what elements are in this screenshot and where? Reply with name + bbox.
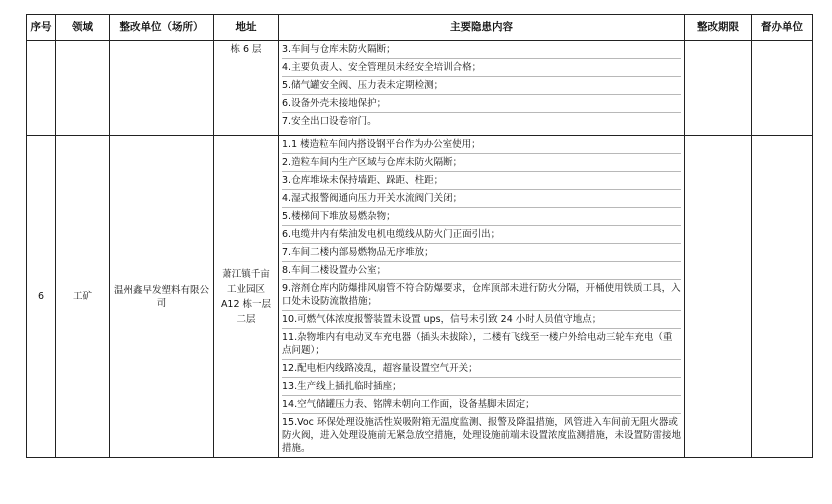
hazard-item: 4.湿式报警阀通向压力开关水流阀门关闭； (282, 190, 681, 208)
hazard-list (279, 41, 685, 136)
hazard-item: 9.溶剂仓库内防爆排风扇管不符合防爆要求，仓库顶部未进行防火分隔，开桶使用铁质工具，入口处未设防流散措施； (282, 280, 681, 311)
deadline-cell (685, 41, 752, 136)
serial-cell (27, 41, 56, 136)
table-row (27, 41, 813, 136)
header-hazards: 主要隐患内容 (279, 15, 685, 41)
hazard-item: 6.设备外壳未接地保护； (282, 95, 681, 113)
supervisor-cell (752, 41, 813, 136)
address-text: 栋 6 层 (230, 44, 262, 55)
hazard-item: 6.电缆井内有柴油发电机电缆线从防火门正面引出； (282, 226, 681, 244)
hazard-item: 13.生产线上插扎临时插座； (282, 378, 681, 396)
header-supervisor: 督办单位 (752, 15, 813, 41)
hazard-list (279, 136, 685, 458)
supervisor-cell (752, 136, 813, 458)
header-address: 地址 (214, 15, 279, 41)
unit-cell (110, 41, 214, 136)
hazard-item: 7.车间二楼内部易燃物品无序堆放； (282, 244, 681, 262)
address-cell (214, 41, 279, 136)
hazard-table (26, 14, 813, 458)
serial-cell: 6 (27, 136, 56, 458)
hazard-item: 7.安全出口设卷帘门。 (282, 116, 377, 127)
hazard-item: 10.可燃气体浓度报警装置未设置 ups，信号未引致 24 小时人员值守地点； (282, 311, 681, 329)
hazard-item: 14.空气储罐压力表、铭牌未朝向工作面，设备基脚未固定； (282, 396, 681, 414)
hazard-item: 3.仓库堆垛未保持墙距、跺距、柱距； (282, 172, 681, 190)
address-cell: 萧江镇千亩工业园区 A12 栋一层二层 (214, 136, 279, 458)
table-row (27, 136, 813, 458)
hazard-item: 12.配电柜内线路凌乱，超容量设置空气开关； (282, 360, 681, 378)
hazard-item: 11.杂物堆内有电动叉车充电器（插头未拔除），二楼有飞线至一楼户外给电动三轮车充电（重点问题）； (282, 329, 681, 360)
hazard-item: 3.车间与仓库未防火隔断； (282, 41, 681, 59)
header-field: 领域 (56, 15, 110, 41)
field-cell: 工矿 (56, 136, 110, 458)
hazard-item: 5.储气罐安全阀、压力表未定期检测； (282, 77, 681, 95)
unit-cell: 温州鑫早发塑料有限公司 (110, 136, 214, 458)
hazard-item: 5.楼梯间下堆放易燃杂物； (282, 208, 681, 226)
hazard-item: 8.车间二楼设置办公室； (282, 262, 681, 280)
hazard-item: 1.1 楼造粒车间内搭设钢平台作为办公室使用； (282, 136, 681, 154)
header-unit: 整改单位（场所） (110, 15, 214, 41)
hazard-item: 4.主要负责人、安全管理员未经安全培训合格； (282, 59, 681, 77)
header-deadline: 整改期限 (685, 15, 752, 41)
hazard-item: 15.Voc 环保处理设施活性炭吸附箱无温度监测、报警及降温措施，风管进入车间前无阻火器或防火阀，进入处理设施前无紧急放空措施，处理设施前端未设置浓度监测措施，未设置防雷接地措施。 (282, 417, 682, 454)
header-row (27, 15, 813, 41)
field-cell (56, 41, 110, 136)
deadline-cell (685, 136, 752, 458)
hazard-item: 2.造粒车间内生产区域与仓库未防火隔断； (282, 154, 681, 172)
header-serial: 序号 (27, 15, 56, 41)
